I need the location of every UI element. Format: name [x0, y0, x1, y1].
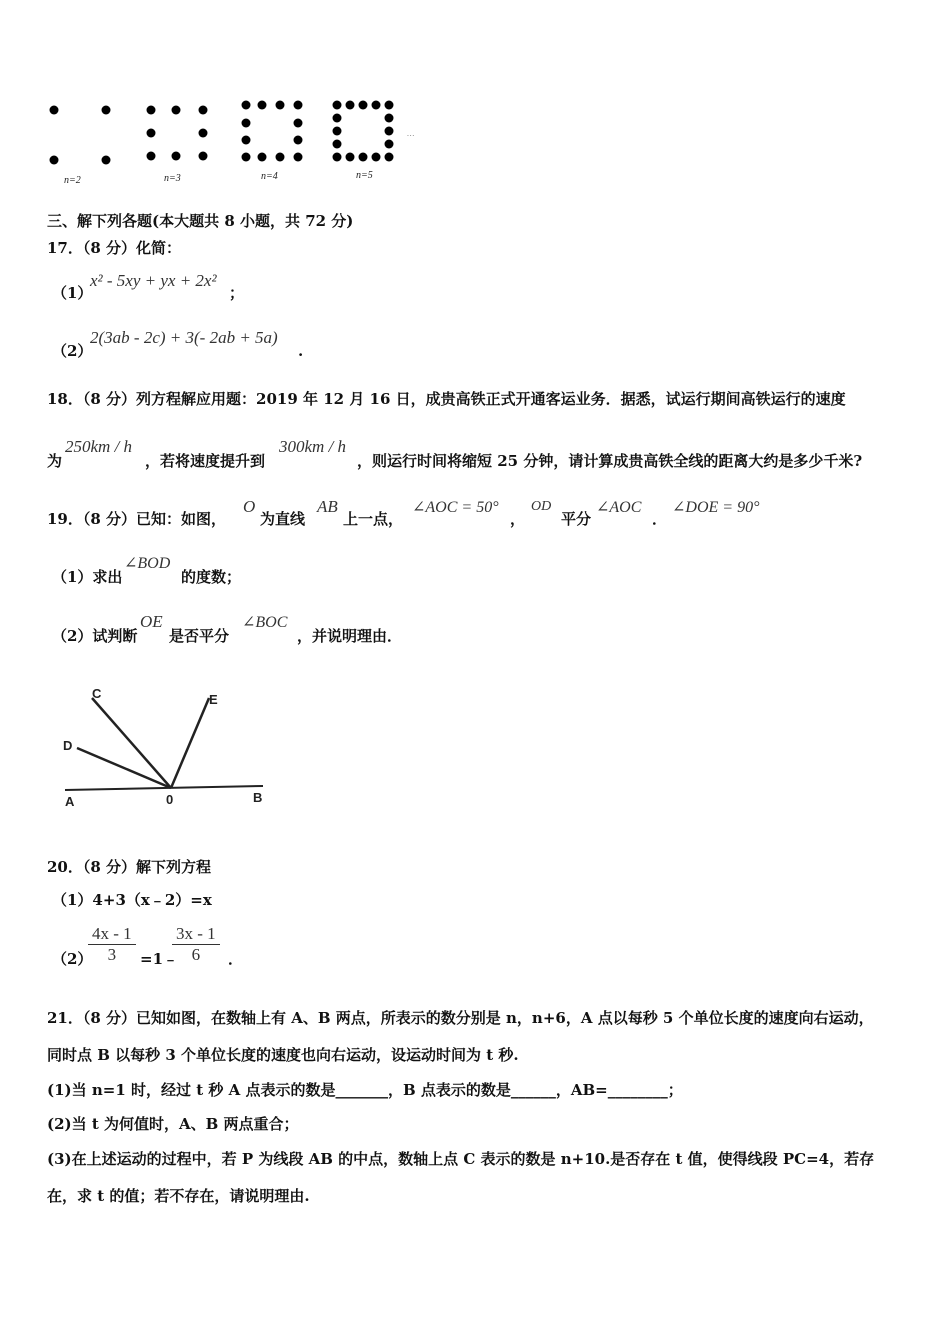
- dot-group-n3: [147, 106, 208, 161]
- q18-line2-a: 为: [47, 452, 63, 470]
- q19-part1-a: （1）求出: [52, 568, 123, 586]
- q17-part1-expression: x² - 5xy + yx + 2x²: [90, 271, 217, 290]
- q17-part1-end: ；: [229, 284, 245, 302]
- label-d: D: [63, 738, 73, 753]
- dot-group-n5: [333, 101, 394, 162]
- q19-part2-a: （2）试判断: [52, 627, 138, 645]
- label-a: A: [65, 794, 75, 809]
- dot-group-n4: [242, 101, 303, 162]
- q19-angle-aoc-2: ∠AOC: [596, 499, 642, 516]
- ray-oe: [171, 698, 209, 788]
- dot-group-n2: [50, 106, 111, 165]
- angle-figure: [55, 680, 285, 815]
- q20-title: 20．（8 分）解下列方程: [47, 858, 212, 876]
- q21-line1: 21．（8 分）已知如图，在数轴上有 A、B 两点，所表示的数分别是 n，n+6，A 点以每秒 5 个单位长度的速度向右运动，: [47, 1009, 874, 1027]
- q18-speed2: 300km / h: [279, 437, 347, 456]
- label-o: 0: [166, 792, 174, 807]
- q19-part2-b: 是否平分: [169, 627, 230, 645]
- q17-part2-label: （2）: [52, 342, 93, 360]
- q21-line3: (1)当 n=1 时，经过 t 秒 A 点表示的数是_______，B 点表示的数是______，AB=________；: [47, 1081, 683, 1099]
- q19-text-point: 上一点，: [343, 510, 404, 528]
- q19-angle-bod: ∠BOD: [124, 555, 171, 572]
- section-heading: 三、解下列各题(本大题共 8 小题，共 72 分): [47, 212, 354, 230]
- q21-line2: 同时点 B 以每秒 3 个单位长度的速度也向右运动，设运动时间为 t 秒.: [47, 1046, 519, 1064]
- q20-part1: （1）4+3（x﹣2）=x: [52, 891, 212, 909]
- q20-frac2-denominator: 6: [191, 945, 201, 964]
- q20-equals: =1﹣: [140, 950, 179, 968]
- q19-period: ．: [652, 510, 668, 528]
- q21-line5: (3)在上述运动的过程中，若 P 为线段 AB 的中点，数轴上点 C 表示的数是 n+10.是否存在 t 值，使得线段 PC=4，若存: [47, 1150, 875, 1168]
- q21-line4: (2)当 t 为何值时，A、B 两点重合；: [47, 1115, 299, 1133]
- q19-text-bisect: 平分: [561, 510, 592, 528]
- q20-fraction-2: [172, 924, 220, 965]
- q19-angle-boc: ∠BOC: [242, 614, 288, 631]
- q19-part2-c: ，并说明理由．: [297, 627, 403, 645]
- label-n3: n=3: [164, 173, 181, 184]
- ray-od: [77, 748, 171, 788]
- q18-speed1: 250km / h: [65, 437, 133, 456]
- q17-part2-end: .: [298, 342, 304, 360]
- q19-comma: ，: [510, 510, 526, 528]
- label-n2: n=2: [64, 175, 81, 186]
- q19-angle-aoc: ∠AOC = 50°: [412, 499, 499, 516]
- label-c: C: [92, 686, 102, 701]
- label-n4: n=4: [261, 171, 278, 182]
- label-n5: n=5: [356, 170, 373, 181]
- q19-ray-oe: OE: [140, 612, 163, 631]
- label-b: B: [253, 790, 263, 805]
- q20-frac1-numerator: 4x - 1: [88, 924, 136, 945]
- trailing-mark: ⋯: [406, 131, 414, 140]
- q20-end: ．: [228, 950, 244, 968]
- q18-line1: 18．（8 分）列方程解应用题：2019 年 12 月 16 日，成贵高铁正式开通客运业务．据悉，试运行期间高铁运行的速度: [47, 390, 846, 408]
- label-e: E: [209, 692, 218, 707]
- q20-fraction-1: [88, 924, 136, 965]
- q19-ray-od: OD: [531, 499, 552, 514]
- q21-line6: 在，求 t 的值；若不存在，请说明理由.: [47, 1187, 310, 1205]
- q17-part2-expression: 2(3ab - 2c) + 3(- 2ab + 5a): [90, 328, 278, 347]
- q19-point-o: O: [243, 497, 256, 516]
- q17-part1-label: （1）: [52, 284, 93, 302]
- ray-oc: [92, 698, 171, 788]
- q19-line-ab: AB: [317, 497, 338, 516]
- q18-line2-c: ，则运行时间将缩短 25 分钟，请计算成贵高铁全线的距离大约是多少千米?: [357, 452, 863, 470]
- q19-text-line: 为直线: [260, 510, 306, 528]
- q20-part2-label: （2）: [52, 950, 93, 968]
- q19-angle-doe: ∠DOE = 90°: [672, 499, 760, 516]
- q20-frac2-numerator: 3x - 1: [172, 924, 220, 945]
- q19-intro: 19．（8 分）已知：如图，: [47, 510, 227, 528]
- q20-frac1-denominator: 3: [107, 945, 117, 964]
- dot-pattern-figure: [40, 98, 430, 190]
- q19-part1-b: 的度数；: [181, 568, 242, 586]
- line-ab: [65, 786, 263, 790]
- q18-line2-b: ，若将速度提升到: [145, 452, 266, 470]
- q17-title: 17．（8 分）化简：: [47, 239, 182, 257]
